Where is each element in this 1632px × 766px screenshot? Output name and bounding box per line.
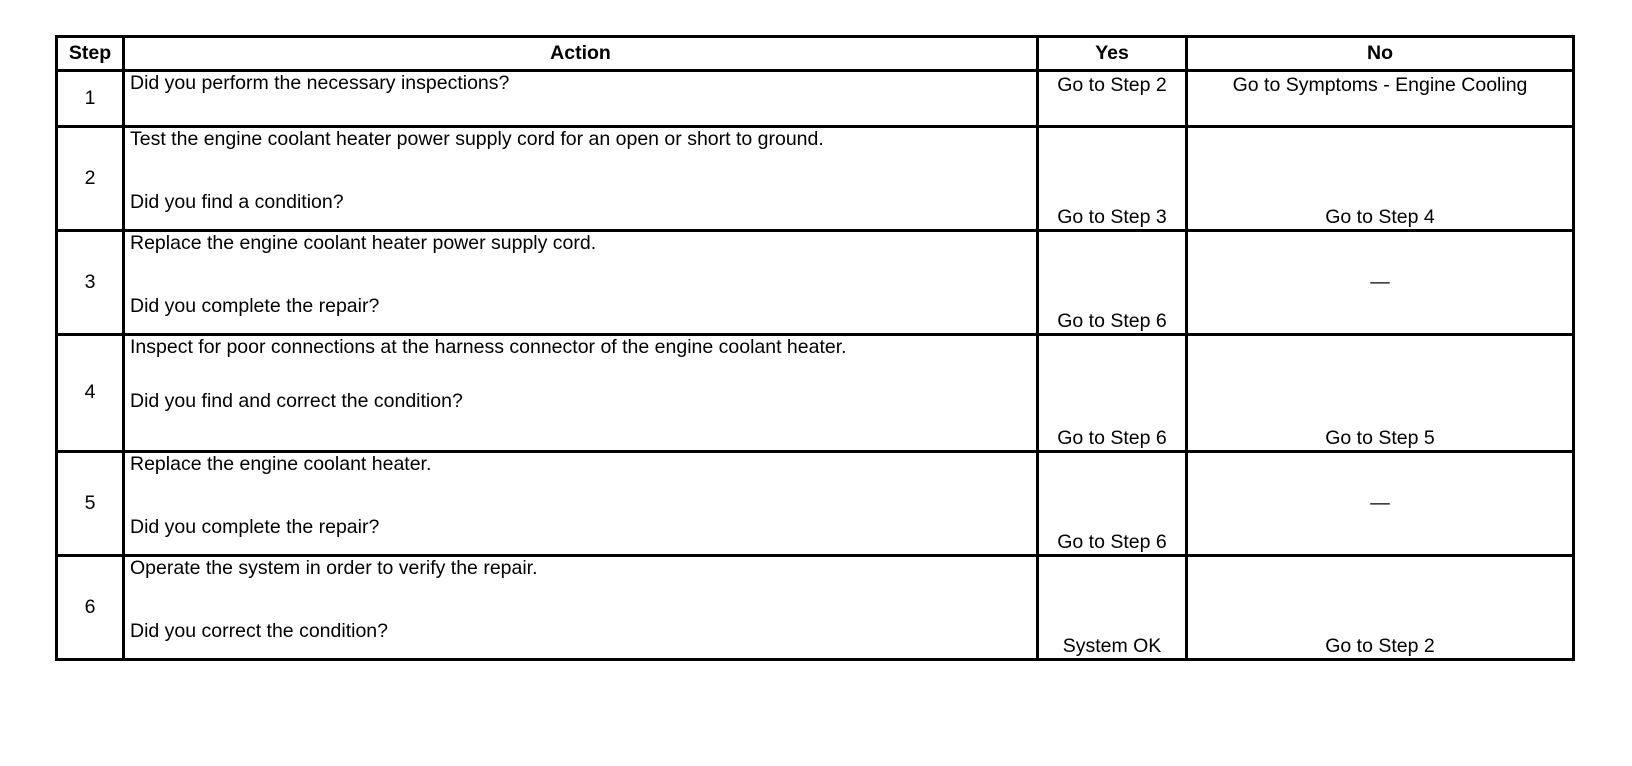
- yes-cell: System OK: [1038, 556, 1187, 660]
- yes-cell: Go to Step 6: [1038, 335, 1187, 452]
- no-cell: Go to Symptoms - Engine Cooling: [1187, 71, 1574, 127]
- table-row: [57, 231, 1574, 335]
- step-number: 3: [57, 231, 124, 335]
- action-question: Did you find a condition?: [130, 191, 344, 214]
- header-no: No: [1187, 37, 1574, 71]
- header-action: Action: [124, 37, 1038, 71]
- no-cell: Go to Step 5: [1187, 335, 1574, 452]
- yes-cell: Go to Step 6: [1038, 452, 1187, 556]
- action-cell: [124, 335, 1038, 452]
- table-row: [57, 335, 1574, 452]
- action-question: Did you perform the necessary inspections?: [130, 72, 510, 94]
- action-question: Did you find and correct the condition?: [130, 390, 463, 413]
- action-instruction: Replace the engine coolant heater power supply cord.: [130, 232, 597, 254]
- yes-cell: Go to Step 3: [1038, 127, 1187, 231]
- action-cell: [124, 231, 1038, 335]
- action-instruction: Inspect for poor connections at the harness connector of the engine coolant heater.: [130, 336, 847, 358]
- action-cell: [124, 127, 1038, 231]
- action-instruction: Operate the system in order to verify the repair.: [130, 557, 538, 579]
- no-cell: Go to Step 4: [1187, 127, 1574, 231]
- action-cell: [124, 556, 1038, 660]
- header-step: Step: [57, 37, 124, 71]
- step-number: 4: [57, 335, 124, 452]
- table-header-row: [57, 37, 1574, 71]
- action-instruction: Test the engine coolant heater power supply cord for an open or short to ground.: [130, 128, 824, 150]
- action-question: Did you complete the repair?: [130, 295, 380, 318]
- no-cell: Go to Step 2: [1187, 556, 1574, 660]
- step-number: 5: [57, 452, 124, 556]
- step-number: 2: [57, 127, 124, 231]
- action-question: Did you complete the repair?: [130, 516, 380, 539]
- table-row: [57, 452, 1574, 556]
- no-cell: —: [1187, 231, 1574, 335]
- table-row: [57, 71, 1574, 127]
- table-row: [57, 556, 1574, 660]
- diagnostic-table: [55, 35, 1575, 661]
- step-number: 6: [57, 556, 124, 660]
- action-cell: [124, 452, 1038, 556]
- no-cell: —: [1187, 452, 1574, 556]
- step-number: 1: [57, 71, 124, 127]
- action-cell: [124, 71, 1038, 127]
- table-row: [57, 127, 1574, 231]
- yes-cell: Go to Step 2: [1038, 71, 1187, 127]
- header-yes: Yes: [1038, 37, 1187, 71]
- action-question: Did you correct the condition?: [130, 620, 388, 643]
- action-instruction: Replace the engine coolant heater.: [130, 453, 432, 475]
- yes-cell: Go to Step 6: [1038, 231, 1187, 335]
